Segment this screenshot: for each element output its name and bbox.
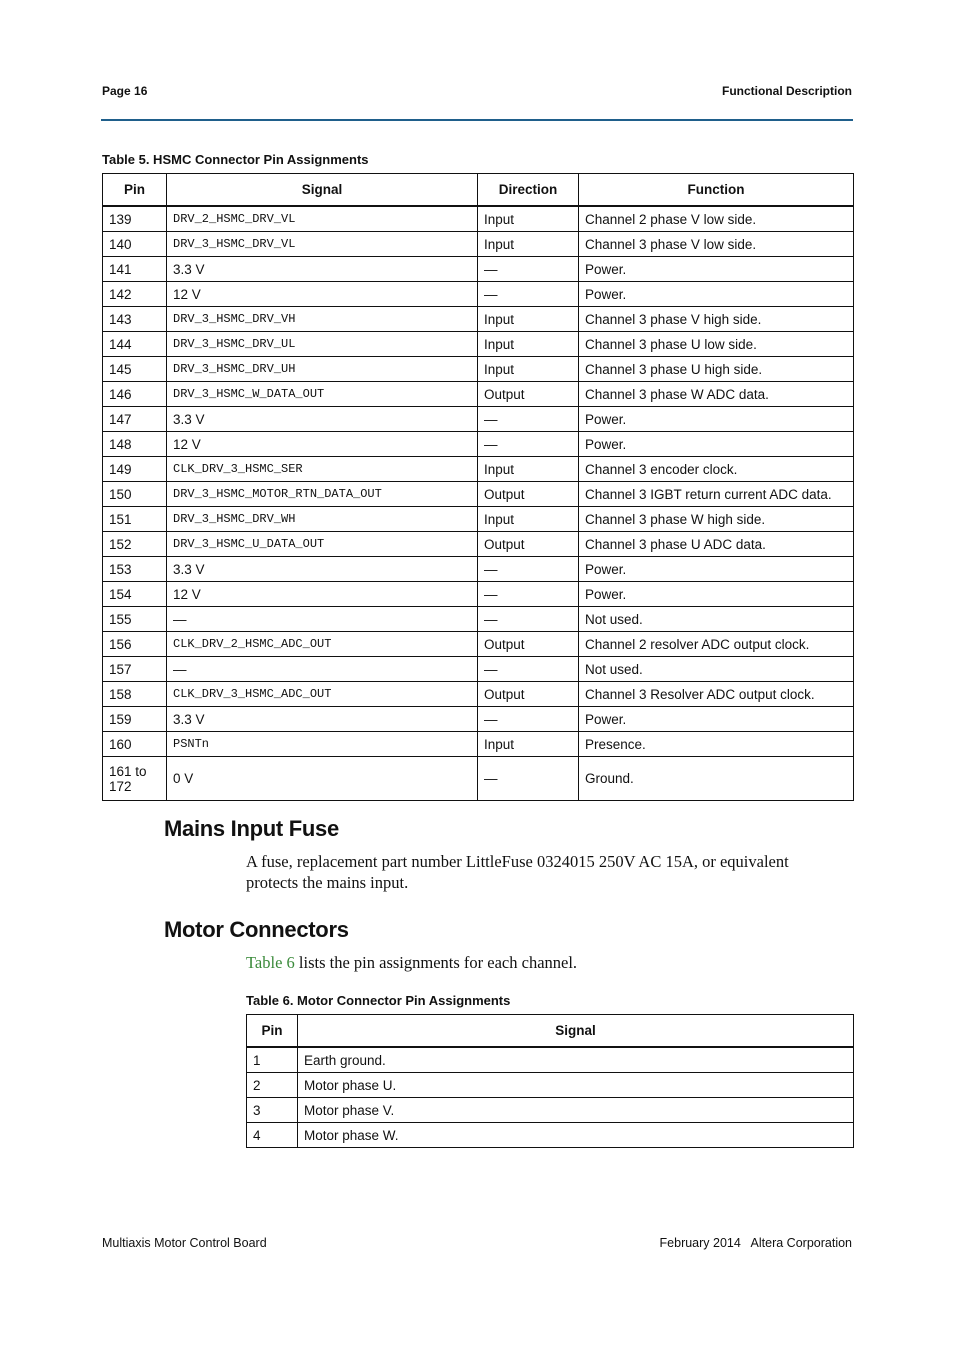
cell-pin: 146 [103,382,167,407]
cell-direction: Output [478,482,579,507]
cell-pin: 160 [103,732,167,757]
cell-function: Presence. [579,732,854,757]
column-header-signal: Signal [167,174,478,207]
cell-direction: Input [478,732,579,757]
cell-pin: 150 [103,482,167,507]
cell-signal: 3.3 V [167,557,478,582]
cell-pin: 155 [103,607,167,632]
cell-direction: — [478,257,579,282]
table-row [103,557,854,582]
cell-pin: 153 [103,557,167,582]
column-header-pin: Pin [103,174,167,207]
cell-pin: 152 [103,532,167,557]
cell-signal: DRV_3_HSMC_DRV_WH [167,507,478,532]
cell-pin: 156 [103,632,167,657]
footer-date-company: February 2014 Altera Corporation [659,1236,852,1250]
table-row [103,457,854,482]
table-row [103,257,854,282]
table-row [103,732,854,757]
cell-direction: — [478,407,579,432]
cell-pin: 4 [247,1123,298,1148]
cell-signal: DRV_3_HSMC_DRV_UL [167,332,478,357]
cell-pin: 142 [103,282,167,307]
column-header-pin: Pin [247,1015,298,1048]
table-row [247,1123,854,1148]
cell-pin: 3 [247,1098,298,1123]
table-row [103,507,854,532]
table-row [103,282,854,307]
cell-direction: — [478,707,579,732]
cell-signal: DRV_2_HSMC_DRV_VL [167,206,478,232]
cell-pin: 139 [103,206,167,232]
cell-function: Channel 3 encoder clock. [579,457,854,482]
cell-pin: 1 [247,1047,298,1073]
table-row [103,757,854,801]
cell-direction: Input [478,457,579,482]
cell-signal: DRV_3_HSMC_DRV_VL [167,232,478,257]
cell-function: Power. [579,407,854,432]
table-row [103,682,854,707]
cell-function: Power. [579,432,854,457]
cell-direction: Input [478,307,579,332]
cell-pin: 145 [103,357,167,382]
cell-direction: — [478,557,579,582]
cell-direction: Input [478,507,579,532]
cell-signal: Earth ground. [298,1047,854,1073]
mains-heading: Mains Input Fuse [164,816,339,841]
cell-function: Power. [579,707,854,732]
cell-function: Channel 3 phase U high side. [579,357,854,382]
cell-function: Channel 3 Resolver ADC output clock. [579,682,854,707]
table-row [103,657,854,682]
column-header-signal: Signal [298,1015,854,1048]
cell-pin: 140 [103,232,167,257]
cell-pin: 2 [247,1073,298,1098]
cell-direction: — [478,757,579,801]
cell-signal: DRV_3_HSMC_DRV_VH [167,307,478,332]
cell-pin: 147 [103,407,167,432]
column-header-function: Function [579,174,854,207]
motor-paragraph [246,952,836,973]
motor-paragraph-text: lists the pin assignments for each channel. [294,953,578,972]
cell-signal: 12 V [167,282,478,307]
cell-direction: — [478,432,579,457]
table-row [103,532,854,557]
cell-function: Not used. [579,607,854,632]
cell-signal: CLK_DRV_3_HSMC_ADC_OUT [167,682,478,707]
cell-signal: Motor phase V. [298,1098,854,1123]
table-row [103,407,854,432]
cell-pin: 149 [103,457,167,482]
table-row [103,607,854,632]
table5-caption: Table 5. HSMC Connector Pin Assignments [102,152,369,167]
section-title: Functional Description [721,84,852,98]
cell-function: Power. [579,257,854,282]
cell-signal: Motor phase U. [298,1073,854,1098]
cell-pin: 151 [103,507,167,532]
cell-signal: DRV_3_HSMC_DRV_UH [167,357,478,382]
cell-pin: 158 [103,682,167,707]
table6-link[interactable]: Table 6 [246,953,295,972]
cell-signal: DRV_3_HSMC_MOTOR_RTN_DATA_OUT [167,482,478,507]
cell-signal: 12 V [167,432,478,457]
footer-doc-title: Multiaxis Motor Control Board [102,1236,267,1250]
cell-signal: CLK_DRV_2_HSMC_ADC_OUT [167,632,478,657]
cell-signal: 3.3 V [167,707,478,732]
cell-function: Power. [579,282,854,307]
cell-pin: 143 [103,307,167,332]
cell-pin: 157 [103,657,167,682]
cell-direction: — [478,657,579,682]
cell-pin: 159 [103,707,167,732]
table-row [103,357,854,382]
motor-heading: Motor Connectors [164,917,349,942]
cell-signal: PSNTn [167,732,478,757]
cell-signal: 12 V [167,582,478,607]
cell-function: Power. [579,557,854,582]
cell-direction: Output [478,682,579,707]
cell-function: Not used. [579,657,854,682]
cell-pin: 141 [103,257,167,282]
table-row [103,232,854,257]
cell-pin: 161 to 172 [103,757,167,801]
cell-signal: — [167,657,478,682]
table-row [103,482,854,507]
table-row [103,382,854,407]
table-row [247,1047,854,1073]
cell-pin: 148 [103,432,167,457]
header-rule [101,119,853,121]
cell-signal: 0 V [167,757,478,801]
cell-function: Channel 3 phase V high side. [579,307,854,332]
cell-function: Ground. [579,757,854,801]
cell-function: Channel 3 phase U ADC data. [579,532,854,557]
table-row [103,707,854,732]
cell-signal: CLK_DRV_3_HSMC_SER [167,457,478,482]
cell-pin: 154 [103,582,167,607]
page-number: Page 16 [102,84,148,98]
cell-direction: Input [478,232,579,257]
cell-direction: Output [478,382,579,407]
cell-function: Channel 3 phase W high side. [579,507,854,532]
hsmc-pin-table [102,173,854,801]
table-row [247,1098,854,1123]
cell-direction: — [478,582,579,607]
cell-direction: Output [478,632,579,657]
table-row [247,1073,854,1098]
cell-direction: — [478,607,579,632]
table-row [103,432,854,457]
cell-signal: 3.3 V [167,257,478,282]
cell-direction: Input [478,357,579,382]
motor-pin-table [246,1014,854,1148]
cell-signal: DRV_3_HSMC_U_DATA_OUT [167,532,478,557]
cell-pin: 144 [103,332,167,357]
table-row [103,632,854,657]
mains-paragraph: A fuse, replacement part number LittleFuse 0324015 250V AC 15A, or equivalent protects the mains input. [246,852,789,892]
cell-function: Channel 3 IGBT return current ADC data. [579,482,854,507]
table-row [103,332,854,357]
cell-direction: Input [478,332,579,357]
table6-caption: Table 6. Motor Connector Pin Assignments [246,993,511,1008]
cell-direction: Input [478,206,579,232]
cell-signal: — [167,607,478,632]
cell-signal: 3.3 V [167,407,478,432]
column-header-direction: Direction [478,174,579,207]
table-row [103,206,854,232]
cell-function: Channel 3 phase V low side. [579,232,854,257]
cell-function: Channel 2 resolver ADC output clock. [579,632,854,657]
cell-function: Channel 3 phase U low side. [579,332,854,357]
cell-direction: Output [478,532,579,557]
cell-signal: DRV_3_HSMC_W_DATA_OUT [167,382,478,407]
cell-function: Channel 3 phase W ADC data. [579,382,854,407]
cell-function: Power. [579,582,854,607]
cell-signal: Motor phase W. [298,1123,854,1148]
cell-function: Channel 2 phase V low side. [579,206,854,232]
cell-direction: — [478,282,579,307]
table-row [103,582,854,607]
table-row [103,307,854,332]
